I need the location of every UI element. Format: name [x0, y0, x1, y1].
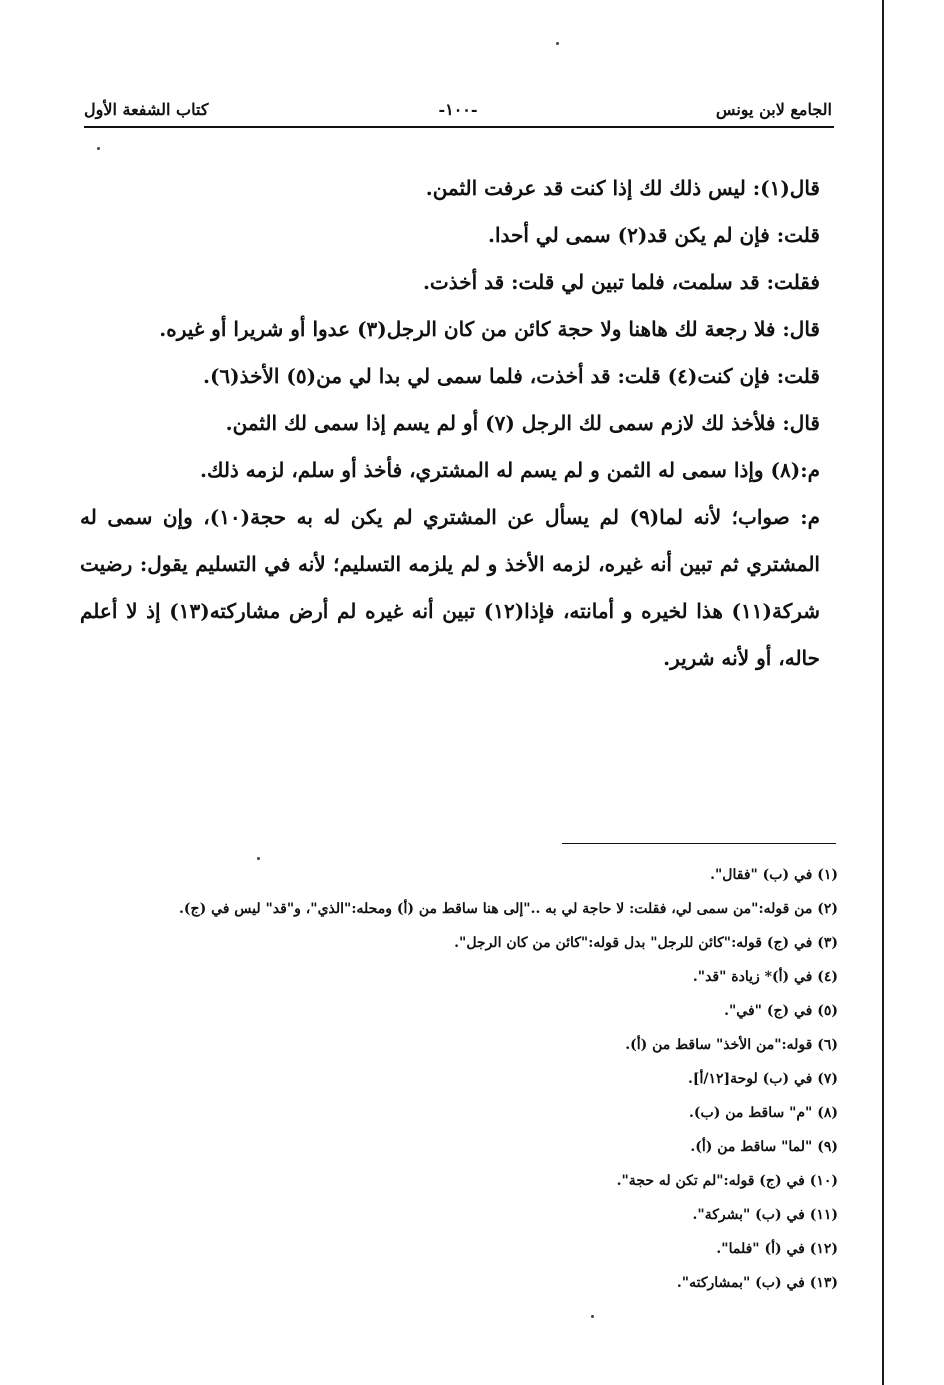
footnote: (١٢) في (أ) "فلما". — [716, 1241, 838, 1257]
page-number: -١٠٠- — [438, 100, 478, 119]
footnote: (١٠) في (ج) قوله:"لم تكن له حجة". — [616, 1173, 838, 1189]
scan-speck — [257, 857, 260, 860]
scan-speck — [556, 42, 559, 45]
paragraph: فقلت: قد سلمت، فلما تبين لي قلت: قد أخذت. — [422, 270, 820, 294]
footnote: (١٣) في (ب) "بمشاركته". — [676, 1275, 838, 1291]
footnotes — [100, 858, 838, 1300]
scan-speck — [97, 147, 100, 150]
footnote: (٥) في (ج) "في". — [724, 1003, 838, 1019]
footnote: (٩) "لما" ساقط من (أ). — [690, 1139, 838, 1155]
footnote: (٢) من قوله:"من سمى لي، فقلت: لا حاجة لي به .."إلى هنا ساقط من (أ) ومحله:"الذي"، و"قد" ليس في (ج). — [179, 901, 838, 917]
header-chapter-title: كتاب الشفعة الأول — [84, 100, 209, 119]
header-rule — [84, 126, 834, 128]
footnote: (٦) قوله:"من الأخذ" ساقط من (أ). — [625, 1037, 838, 1053]
footnote: (١) في (ب) "فقال". — [710, 867, 838, 883]
paragraph: قال: فلا رجعة لك هاهنا ولا حجة كائن من كان الرجل(٣) عدوا أو شريرا أو غيره. — [159, 317, 820, 341]
main-text — [80, 165, 838, 682]
footnote: (٨) "م" ساقط من (ب). — [689, 1105, 838, 1121]
footnote-separator — [562, 843, 836, 844]
paragraph: قلت: فإن كنت(٤) قلت: قد أخذت، فلما سمى لي بدا لي من(٥) الأخذ(٦). — [202, 364, 820, 388]
footnote: (٣) في (ج) قوله:"كائن للرجل" بدل قوله:"كائن من كان الرجل". — [454, 935, 838, 951]
paragraph: م: صواب؛ لأنه لما(٩) لم يسأل عن المشتري لم يكن له به حجة(١٠)، وإن سمى له المشتري ثم تبين أنه غيره، لزمه الأخذ و لم يلزمه التسليم؛ لأنه في التسليم يقول: رضيت شركة(١١) هذا لخيره و أمانته، فإذا(١٢) تبين أنه غيره لم أرض مشاركته(١٣) إذ لا أعلم حاله، أو لأنه شرير. — [80, 505, 821, 670]
footnote: (٧) في (ب) لوحة[١٢/أ]. — [687, 1071, 838, 1087]
running-header — [84, 100, 832, 126]
paragraph: قال: فلأخذ لك لازم سمى لك الرجل (٧) أو لم يسم إذا سمى لك الثمن. — [225, 411, 820, 435]
page-edge-rule — [882, 0, 884, 1385]
header-book-title: الجامع لابن يونس — [715, 100, 832, 119]
paragraph: قال(١): ليس ذلك لك إذا كنت قد عرفت الثمن. — [425, 176, 820, 200]
paragraph: م:(٨) وإذا سمى له الثمن و لم يسم له المشتري، فأخذ أو سلم، لزمه ذلك. — [200, 458, 820, 482]
paragraph: قلت: فإن لم يكن قد(٢) سمى لي أحدا. — [488, 223, 820, 247]
footnote: (٤) في (أ)* زيادة "قد". — [692, 969, 838, 985]
footnote: (١١) في (ب) "بشركة". — [692, 1207, 838, 1223]
scan-speck — [591, 1315, 594, 1318]
